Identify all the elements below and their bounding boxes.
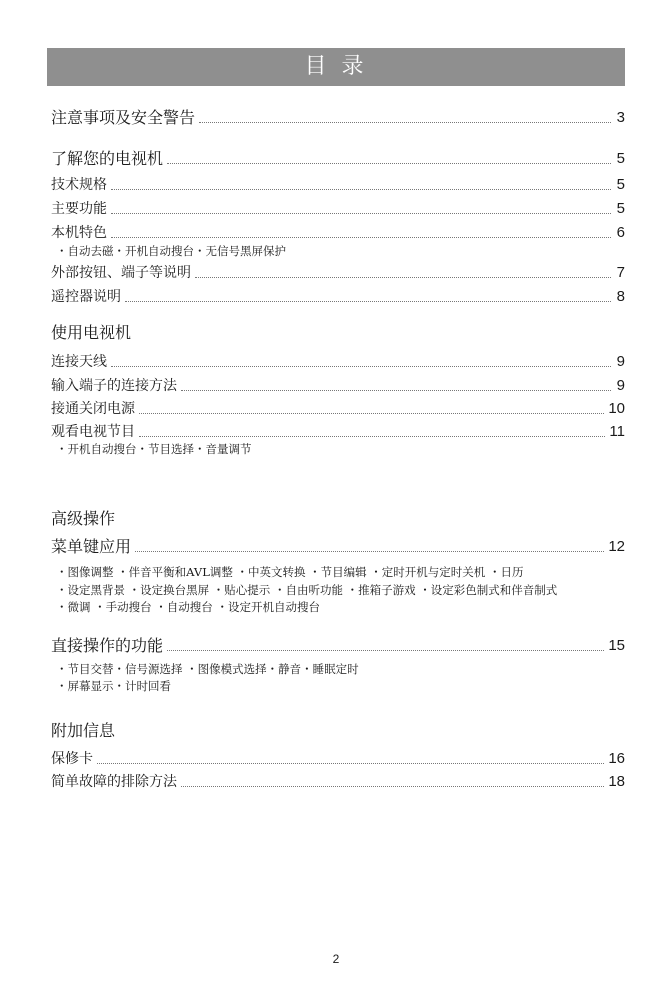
toc-entry-label: 遥控器说明 — [51, 289, 121, 305]
toc-sub-items: ・图像调整 ・伴音平衡和AVL调整 ・中英文转换 ・节目编辑 ・定时开机与定时关机 ・日历 — [56, 565, 524, 579]
toc-title: 目 录 — [47, 48, 625, 86]
toc-entry-features[interactable] — [51, 221, 625, 243]
leader-dots — [125, 301, 611, 302]
toc-entry-page: 6 — [616, 224, 625, 241]
toc-entry-troubleshooting[interactable] — [51, 770, 625, 792]
toc-entry-page: 12 — [608, 538, 625, 555]
toc-entry-page: 15 — [608, 637, 625, 654]
toc-entry-page: 7 — [616, 264, 625, 281]
toc-entry-label: 简单故障的排除方法 — [51, 774, 177, 790]
toc-entry-page: 9 — [616, 353, 625, 370]
toc-entry-specs[interactable] — [51, 173, 625, 195]
toc-entry-page: 8 — [616, 288, 625, 305]
toc-entry-remote[interactable] — [51, 285, 625, 307]
leader-dots — [195, 277, 611, 278]
toc-entry-page: 16 — [608, 750, 625, 767]
leader-dots — [167, 650, 604, 651]
leader-dots — [111, 366, 611, 367]
toc-sub-items: ・节目交替・信号源选择 ・图像模式选择・静音・睡眠定时 — [56, 662, 359, 676]
toc-entry-label: 菜单键应用 — [51, 537, 132, 556]
toc-entry-page: 10 — [608, 400, 625, 417]
toc-sub-items: ・微调 ・手动搜台 ・自动搜台 ・设定开机自动搜台 — [56, 600, 320, 614]
toc-sub-items: ・开机自动搜台・节目选择・音量调节 — [56, 442, 252, 456]
toc-entry-label: 外部按钮、端子等说明 — [51, 265, 191, 281]
leader-dots — [111, 237, 611, 238]
toc-entry-label: 本机特色 — [51, 225, 107, 241]
toc-entry-label: 连接天线 — [51, 354, 107, 370]
toc-entry-functions[interactable] — [51, 197, 625, 219]
toc-entry-input[interactable] — [51, 374, 625, 396]
leader-dots — [111, 213, 611, 214]
leader-dots — [111, 189, 611, 190]
toc-entry-label: 输入端子的连接方法 — [51, 378, 177, 394]
toc-entry-warranty[interactable] — [51, 747, 625, 769]
toc-entry-label: 了解您的电视机 — [51, 149, 164, 168]
page-number: 2 — [332, 952, 340, 966]
section-heading: 附加信息 — [51, 721, 116, 740]
toc-sub-items: ・设定黑背景 ・设定换台黑屏 ・贴心提示 ・自由听功能 ・推箱子游戏 ・设定彩色制式和伴音制式 — [56, 583, 558, 597]
toc-entry-page: 5 — [616, 176, 625, 193]
toc-entry-page: 5 — [616, 200, 625, 217]
toc-entry-label: 主要功能 — [51, 201, 107, 217]
toc-entry-power[interactable] — [51, 397, 625, 419]
toc-entry-direct[interactable] — [51, 634, 625, 656]
toc-entry-page: 18 — [608, 773, 625, 790]
toc-entry-page: 9 — [616, 377, 625, 394]
toc-entry-buttons[interactable] — [51, 261, 625, 283]
leader-dots — [181, 390, 611, 391]
leader-dots — [97, 763, 604, 764]
leader-dots — [199, 122, 611, 123]
toc-entry-page: 3 — [616, 109, 625, 126]
leader-dots — [139, 413, 604, 414]
toc-entry-label: 注意事项及安全警告 — [51, 108, 196, 127]
toc-entry-label: 保修卡 — [51, 751, 93, 767]
leader-dots — [139, 436, 605, 437]
leader-dots — [181, 786, 604, 787]
toc-entry-label: 直接操作的功能 — [51, 636, 164, 655]
toc-entry-label: 技术规格 — [51, 177, 107, 193]
toc-entry-antenna[interactable] — [51, 350, 625, 372]
leader-dots — [167, 163, 611, 164]
toc-entry-safety[interactable] — [51, 106, 625, 128]
toc-sub-items: ・屏幕显示・计时回看 — [56, 679, 171, 693]
toc-entry-know-tv[interactable] — [51, 147, 625, 169]
toc-entry-menu[interactable] — [51, 535, 625, 557]
toc-sub-items: ・自动去磁・开机自动搜台・无信号黑屏保护 — [56, 244, 286, 258]
section-heading: 高级操作 — [51, 509, 116, 528]
toc-entry-page: 5 — [616, 150, 625, 167]
leader-dots — [135, 551, 604, 552]
toc-entry-page: 11 — [609, 423, 625, 440]
section-heading: 使用电视机 — [51, 323, 132, 342]
toc-entry-watch[interactable] — [51, 420, 625, 442]
toc-entry-label: 观看电视节目 — [51, 424, 135, 440]
toc-entry-label: 接通关闭电源 — [51, 401, 135, 417]
